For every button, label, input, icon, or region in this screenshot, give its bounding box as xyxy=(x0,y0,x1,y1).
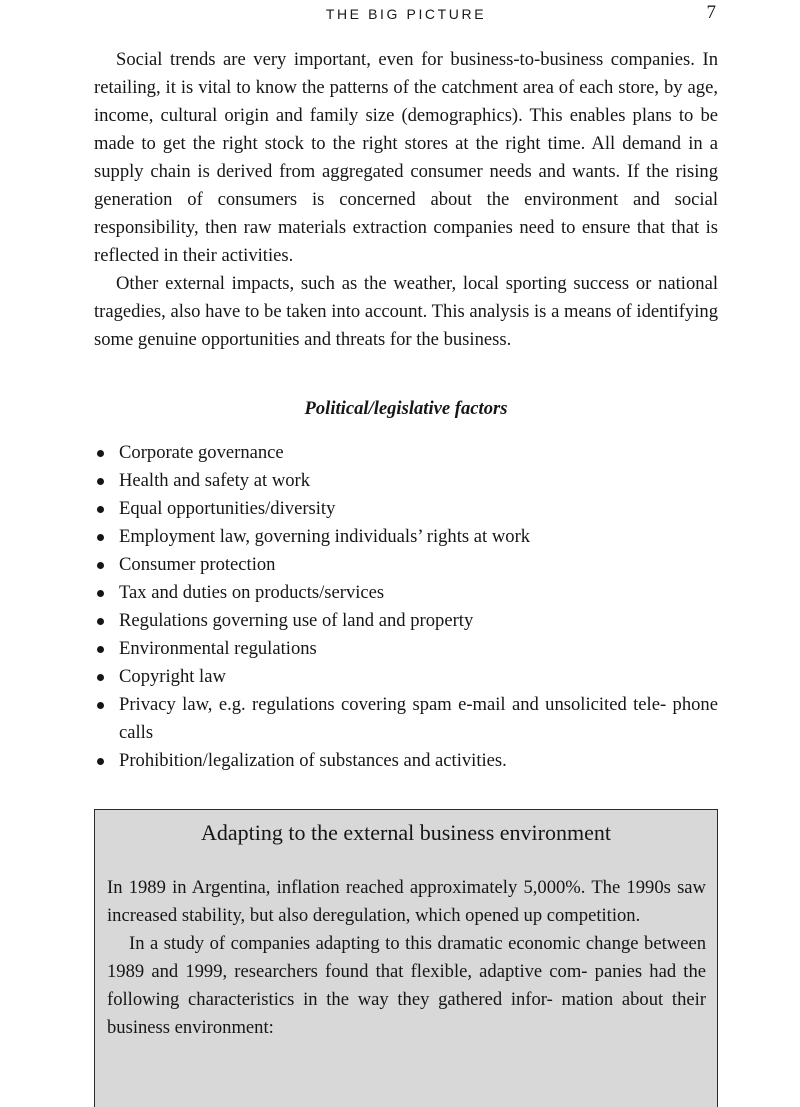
list-item xyxy=(94,663,718,691)
list-item-text: Employment law, governing individuals’ rights at work xyxy=(119,526,531,547)
list-item xyxy=(94,439,718,467)
bullet-icon xyxy=(97,618,104,625)
box-paragraph-argentina: In 1989 in Argentina, inflation reached approximately 5,000%. The 1990s saw increased stability, but also deregulation, which opened up competition. xyxy=(107,877,706,926)
list-item-text: Regulations governing use of land and property xyxy=(119,610,474,631)
list-item-text: Prohibition/legalization of substances and activities. xyxy=(119,750,507,771)
list-item xyxy=(94,635,718,663)
list-item-text: Corporate governance xyxy=(119,442,284,463)
box-body xyxy=(107,874,706,1042)
running-title: THE BIG PICTURE xyxy=(325,6,487,22)
list-item-text: Tax and duties on products/services xyxy=(119,582,385,603)
bullet-icon xyxy=(97,534,104,541)
case-study-box xyxy=(94,809,718,1107)
paragraph-social-trends: Social trends are very important, even for business-to-business companies. In retailing, it is vital to know the patterns of the catchment area of each store, by age, income, cultural origin and family size (demographics). This enables plans to be made to get the right stock to the right stores at the right time. All demand in a supply chain is derived from aggregated consumer needs and wants. If the rising generation of consumers is concerned about the environment and social responsibility, then raw materials extraction companies need to ensure that that is reflected in their activities. xyxy=(94,49,718,266)
bullet-icon xyxy=(97,646,104,653)
section-heading: Political/legislative factors xyxy=(304,398,508,419)
bullet-icon xyxy=(97,562,104,569)
list-item-text: Environmental regulations xyxy=(119,638,317,659)
list-item-text: Copyright law xyxy=(119,666,226,687)
bullet-icon xyxy=(97,506,104,513)
bullet-list xyxy=(94,439,718,775)
bullet-icon xyxy=(97,674,104,681)
list-item xyxy=(94,579,718,607)
paragraph-external-impacts: Other external impacts, such as the weather, local sporting success or national tragedies, also have to be taken into account. This analysis is a means of identifying some genuine opportunities and threats for the business. xyxy=(94,273,718,350)
list-item xyxy=(94,523,718,551)
page-number: 7 xyxy=(706,2,716,23)
bullet-icon xyxy=(97,450,104,457)
list-item xyxy=(94,467,718,495)
bullet-icon xyxy=(97,590,104,597)
body-text xyxy=(94,46,718,354)
list-item xyxy=(94,495,718,523)
box-title: Adapting to the external business environment xyxy=(201,820,611,845)
list-item-text: Consumer protection xyxy=(119,554,276,575)
list-item-text: Health and safety at work xyxy=(119,470,311,491)
box-paragraph-study: In a study of companies adapting to this dramatic economic change between 1989 and 1999, researchers found that flexible, adaptive com- panies had the following characteristics in the way they gathered infor- mation about their business environment: xyxy=(107,933,706,1038)
bullet-icon xyxy=(97,702,104,709)
list-item-text: Equal opportunities/diversity xyxy=(119,498,336,519)
list-item xyxy=(94,607,718,635)
list-item xyxy=(94,691,718,747)
list-item-text: Privacy law, e.g. regulations covering spam e-mail and unsolicited tele- phone calls xyxy=(119,694,718,743)
list-item xyxy=(94,551,718,579)
bullet-icon xyxy=(97,478,104,485)
list-item xyxy=(94,747,718,775)
bullet-icon xyxy=(97,758,104,765)
running-head xyxy=(0,4,800,24)
